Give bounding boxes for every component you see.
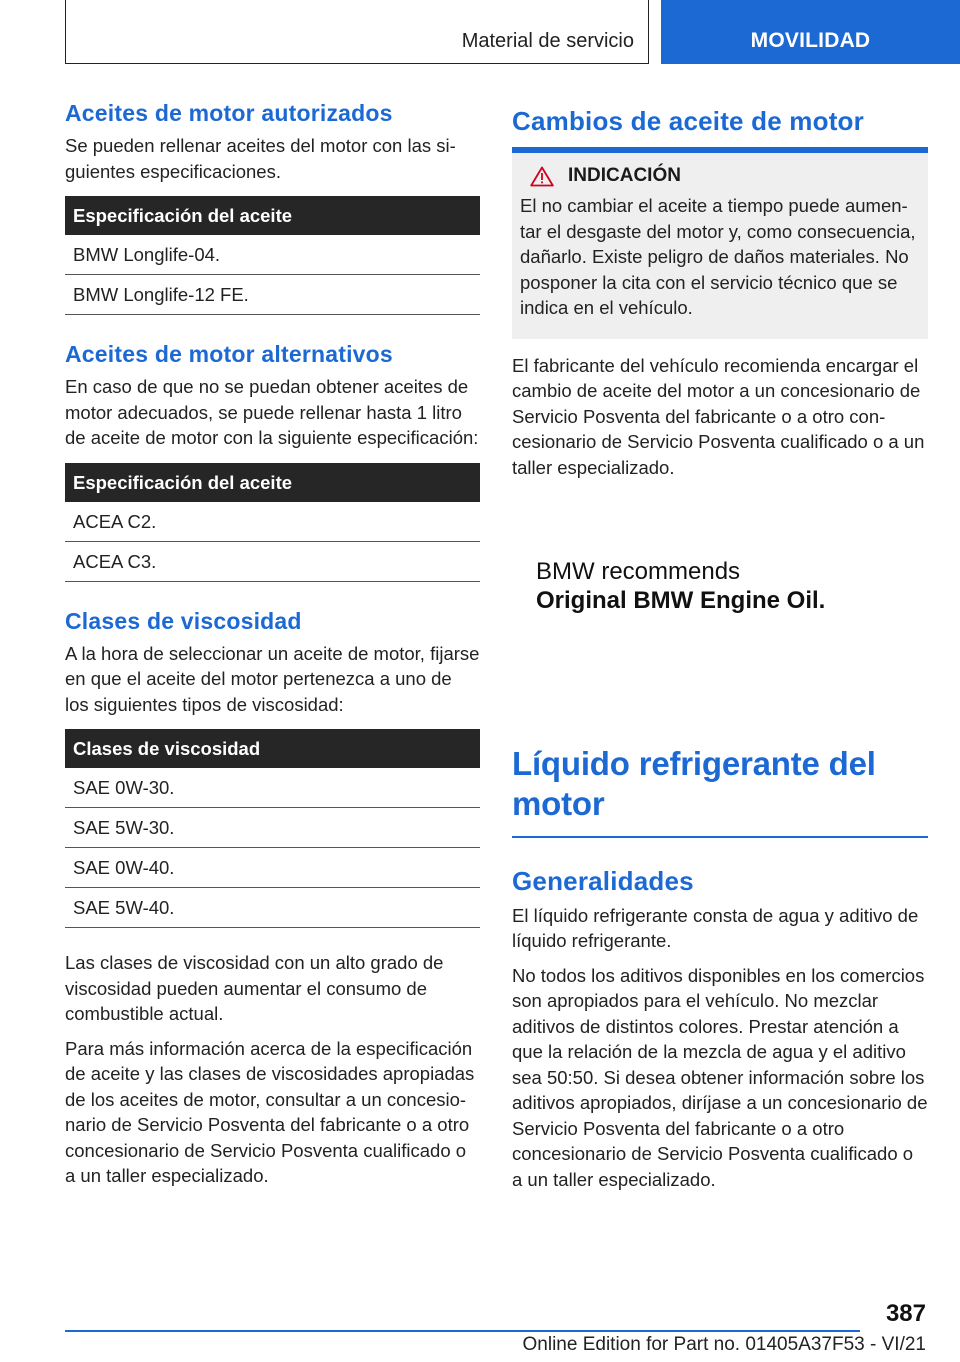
alternative-oils-text: En caso de que no se puedan obtener aceites de motor adecuados, se puede rellenar hasta 1 litro de aceite de motor con la siguiente especificación:: [65, 376, 479, 448]
heading-rule: [512, 836, 928, 838]
viscosity-note-more-info: Para más información acerca de la especificación de aceite y las clases de viscosidades apropiadas de los aceites de motor, consultar a un concesionario de Servicio Posventa del fabricante o a otro concesionario de Servicio Posventa cualificado o a un taller especializado.: [65, 1037, 475, 1186]
table-row: ACEA C3.: [65, 542, 480, 582]
coolant-text-2: No todos los aditivos disponibles en los comercios son apropiados para el vehículo. No mezclar aditivos de distintos colores. Prestar atención a que la relación de la mezcla de agua y el aditivo sea 50:50. Si desea obtener información sobre los aditivos apropiados, diríjase a un concesionario de Servicio Posventa del fabricante o a otro concesionario de Servicio Posventa cualificado o a un taller especializado.: [512, 964, 928, 1190]
alternative-oils-heading: Aceites de motor alternativos: [65, 341, 393, 367]
footer-rule: [65, 1330, 860, 1332]
oil-change-heading: Cambios de aceite de motor: [512, 106, 864, 136]
bmw-oil-slogan: [536, 558, 928, 616]
table-row: SAE 5W-40.: [65, 888, 480, 928]
page-number: 387: [885, 1300, 926, 1327]
header-chapter-tab[interactable]: MOVILIDAD: [661, 0, 960, 64]
table-row: SAE 5W-30.: [65, 808, 480, 848]
table-row: BMW Longlife-04.: [65, 235, 480, 275]
viscosity-table: [65, 729, 480, 928]
approved-oils-table: [65, 196, 480, 315]
right-column: [512, 100, 928, 1201]
viscosity-note-consumption: Las clases de viscosidad con un alto grado de viscosidad pueden aumentar el consumo de combustible actual.: [65, 952, 444, 1024]
approved-oils-heading: Aceites de motor autorizados: [65, 100, 393, 126]
notice-box: [512, 153, 928, 339]
viscosity-heading: Clases de viscosidad: [65, 607, 302, 634]
general-heading: Generalidades: [512, 865, 694, 896]
slogan-line-2: Original BMW Engine Oil.: [536, 587, 826, 614]
header-section-title: Material de servicio: [461, 30, 634, 52]
table-row: SAE 0W-30.: [65, 768, 480, 808]
table-header: Especificación del aceite: [65, 463, 480, 502]
oil-change-text: El fabricante del vehículo recomienda encargar el cambio de aceite del motor a un concesionario de Servicio Posventa del fabricante o a otro concesionario de Servicio Posventa cualificado o a un taller especializado.: [512, 354, 925, 478]
notice-text: El no cambiar el aceite a tiempo puede aumentar el desgaste del motor y, como consecuencia, dañarlo. Existe peligro de daños materiales. No posponer la cita con el servicio técnico que se indica en el vehículo.: [520, 195, 916, 318]
notice-title: [520, 165, 920, 187]
table-row: BMW Longlife-12 FE.: [65, 275, 480, 315]
table-row: ACEA C2.: [65, 502, 480, 542]
notice-title-text: INDICACIÓN: [568, 165, 681, 186]
table-row: SAE 0W-40.: [65, 848, 480, 888]
coolant-text-1: El líquido refrigerante consta de agua y aditivo de líquido refrigerante.: [512, 904, 919, 951]
warning-triangle-icon: [530, 166, 554, 187]
viscosity-text: A la hora de seleccionar un aceite de motor, fijarse en que el aceite del motor pertenezca a uno de los siguientes tipos de viscosidad:: [65, 642, 480, 715]
slogan-line-1: BMW recommends: [536, 558, 741, 585]
coolant-heading: Líquido refrigerante del motor: [512, 745, 876, 822]
table-header: Especificación del aceite: [65, 196, 480, 235]
approved-oils-text: Se pueden rellenar aceites del motor con las siguientes especificaciones.: [65, 135, 456, 182]
left-column: [65, 100, 480, 1198]
footer-edition: Online Edition for Part no. 01405A37F53 - VI/21: [522, 1334, 926, 1355]
alternative-oils-table: [65, 463, 480, 582]
table-header: Clases de viscosidad: [65, 729, 480, 768]
